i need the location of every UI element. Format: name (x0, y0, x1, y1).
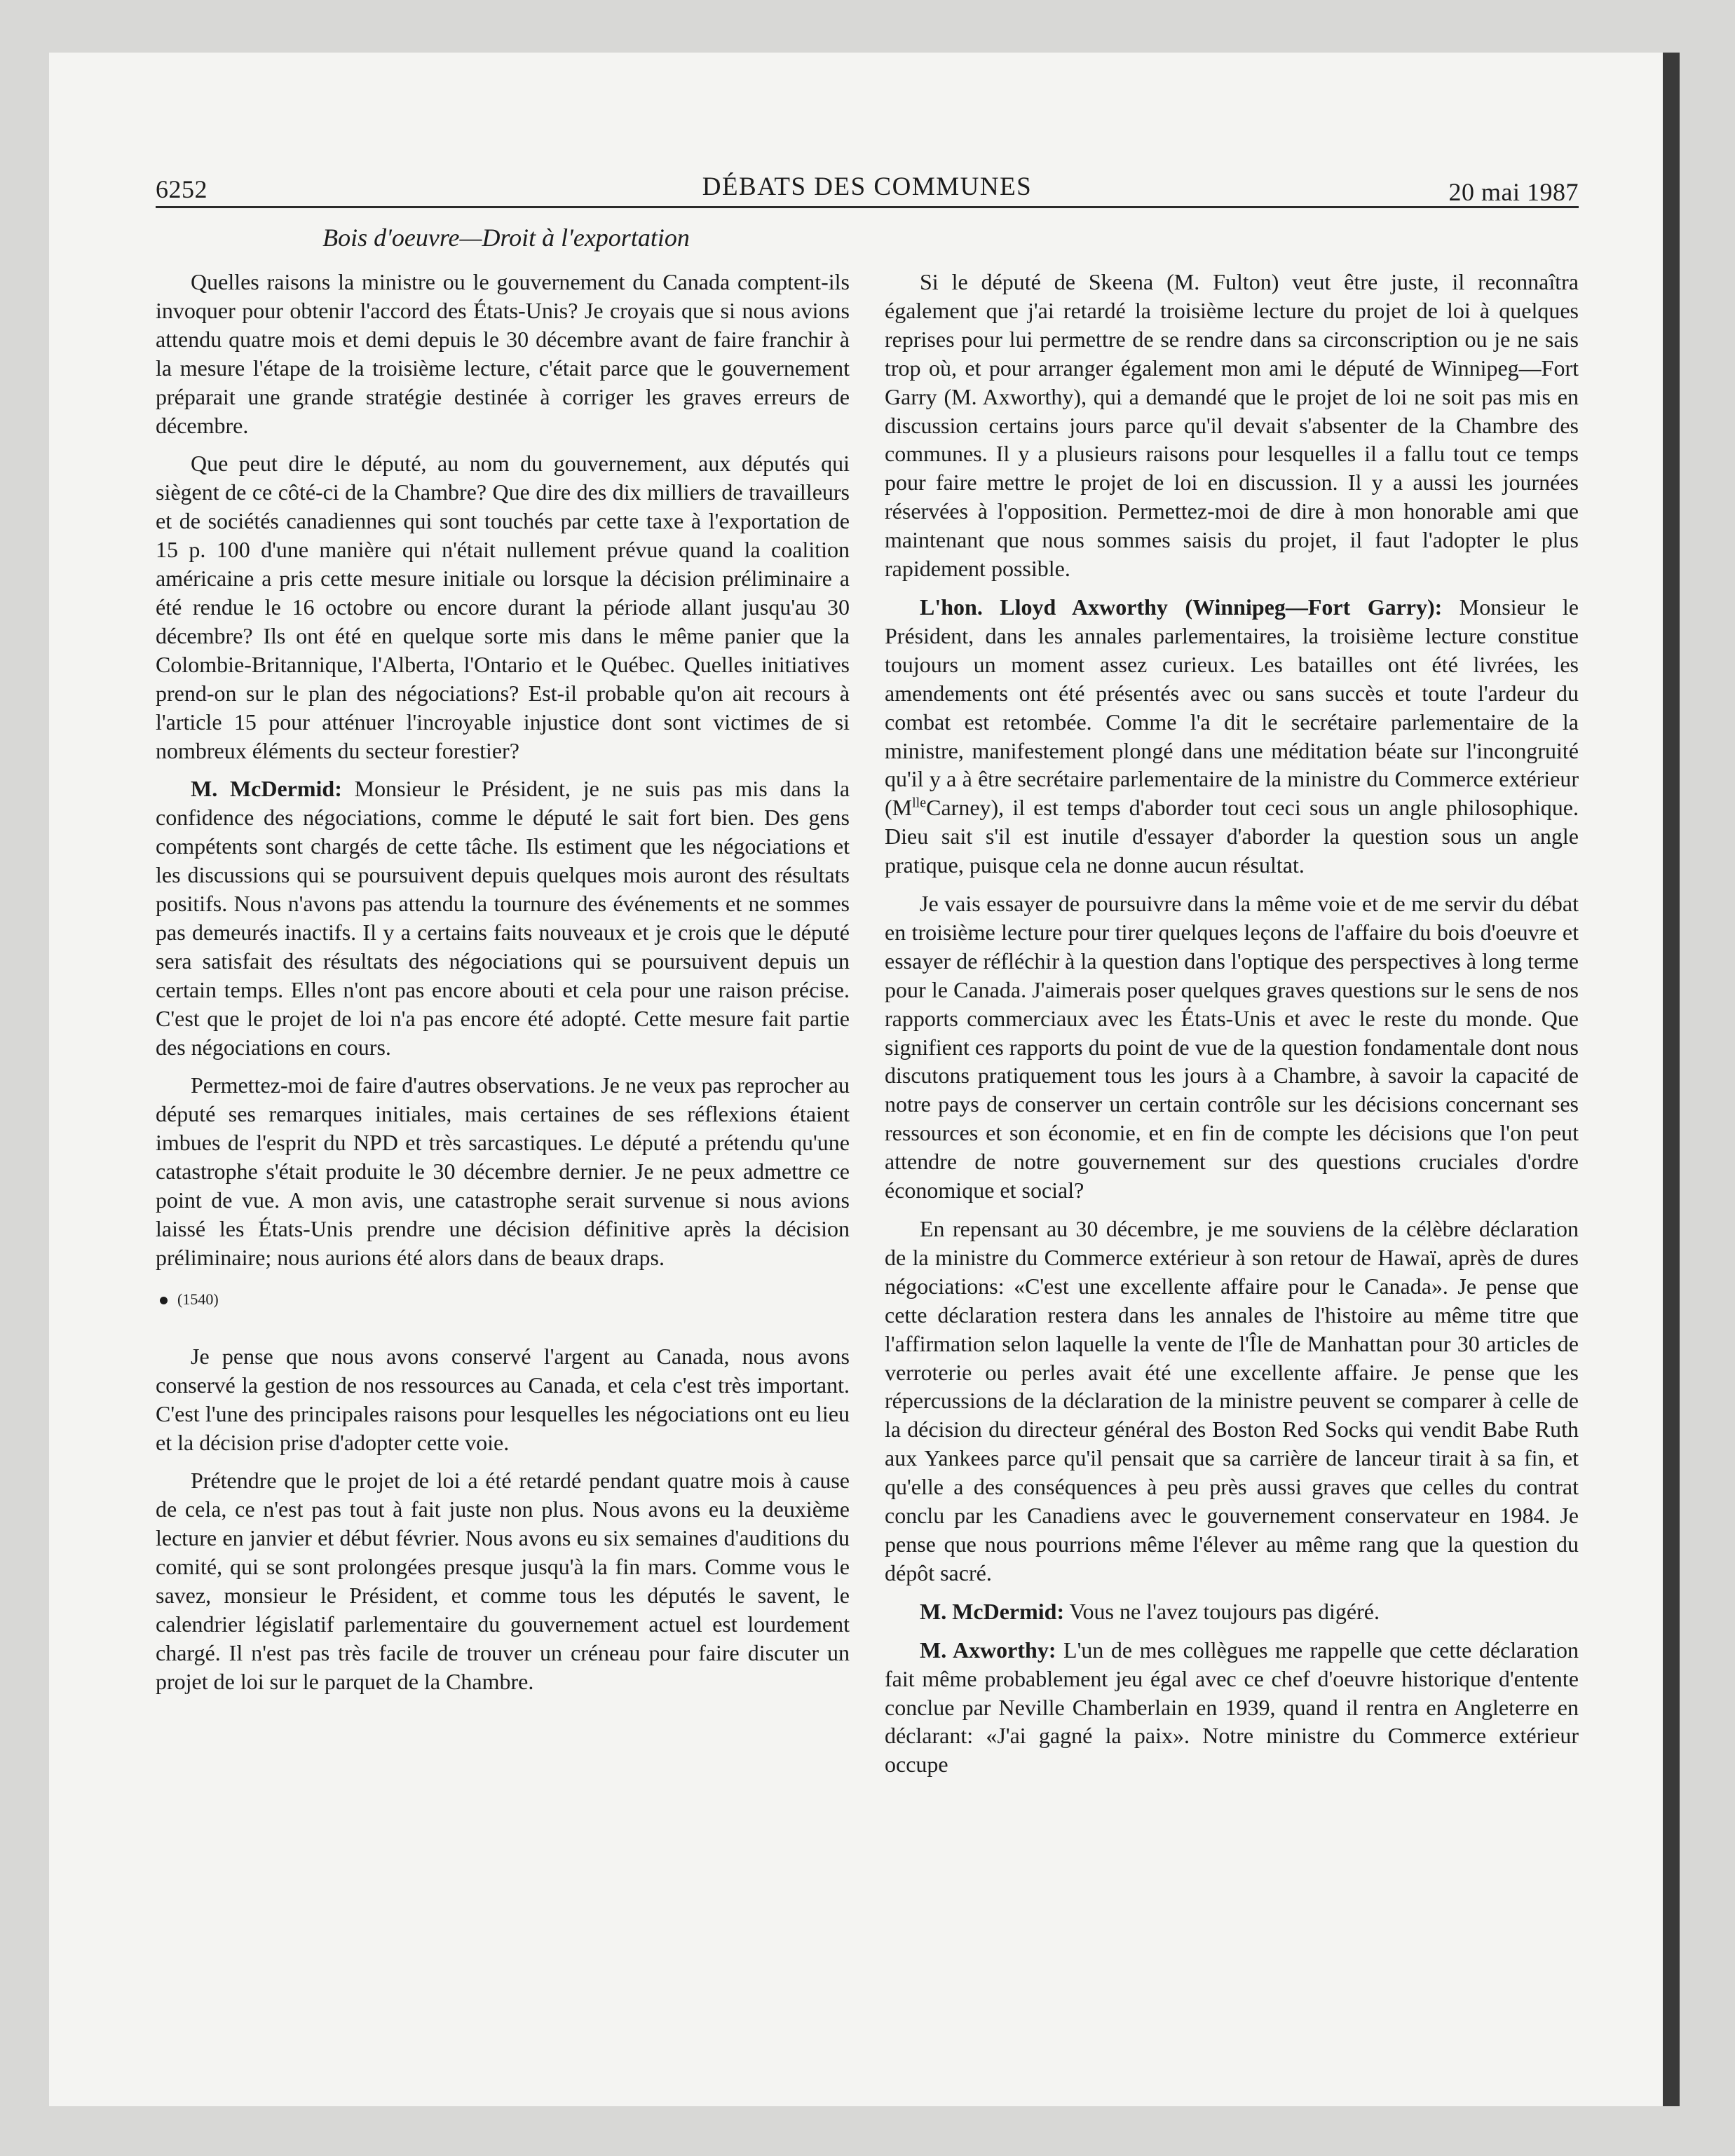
paragraph: Permettez-moi de faire d'autres observations. Je ne veux pas reprocher au député ses remarques initiales, mais certaines de ses réflexions étaient imbues de l'esprit du NPD et très sarcastiques. Le député a prétendu qu'une catastrophe s'était produite le 30 décembre dernier. Je ne peux admettre ce point de vue. A mon avis, une catastrophe serait survenue si nous avions laissé les États-Unis prendre une décision définitive après la décision préliminaire; nous aurions été alors dans de beaux draps. (156, 1072, 850, 1270)
page-header (156, 172, 1579, 205)
speech-text: L'un de mes collègues me rappelle que cette déclaration fait même probablement jeu égal avec ce chef d'oeuvre historique d'entente conclue par Neville Chamberlain en 1939, quand il rentra en Angleterre en déclarant: «J'ai gagné la paix». Notre ministre du Commerce extérieur occupe (885, 1637, 1579, 1778)
paragraph: Si le député de Skeena (M. Fulton) veut être juste, il reconnaîtra également que j'ai retardé la troisième lecture du projet de loi à quelques reprises pour lui permettre de se rendre dans sa circonscription ou je ne sais trop où, et pour arranger également mon ami le député de Winnipeg—Fort Garry (M. Axworthy), qui a demandé que le projet de loi ne soit pas mis en discussion certains jours parce qu'il devait s'absenter de la Chambre des communes. Il y a plusieurs raisons pour lesquelles il a fallu tout ce temps pour faire mettre le projet de loi en discussion. Il y a aussi les journées réservées à l'opposition. Permettez-moi de dire à mon honorable ami que maintenant que nous sommes saisis du projet, il faut l'adopter le plus rapidement possible. (885, 269, 1579, 582)
speech-text: Vous ne l'avez toujours pas digéré. (1069, 1598, 1380, 1624)
speech-text: Monsieur le Président, dans les annales parlementaires, la troisième lecture constitue toujours un moment assez curieux. Les batailles ont été livrées, les amendements ont été présentés avec ou sans succès et toute l'ardeur du combat est retombée. Comme l'a dit le secrétaire parlementaire de la ministre, manifestement plongé dans une méditation béate sur l'incongruité qu'il y a à être secrétaire parlementaire de la ministre du Commerce extérieur (M (885, 594, 1579, 821)
speaker-name: M. Axworthy: (920, 1637, 1056, 1663)
header-rule (156, 206, 1579, 208)
time-marker (156, 1289, 850, 1310)
paragraph: Que peut dire le député, au nom du gouvernement, aux députés qui siègent de ce côté-ci de la Chambre? Que dire des dix milliers de travailleurs et de sociétés canadiennes qui sont touchés par cette taxe à l'exportation de 15 p. 100 d'une manière qui n'était nullement prévue quand la coalition américaine a pris cette mesure initiale ou lorsque la décision préliminaire a été rendue le 16 octobre ou encore durant la période allant jusqu'au 30 décembre? Ils ont été en quelque sorte mis dans le même panier que la Colombie-Britannique, l'Alberta, l'Ontario et le Québec. Quelles initiatives prend-on sur le plan des négociations? Est-il probable qu'on ait recours à l'article 15 pour atténuer l'incroyable injustice dont sont victimes de si nombreux éléments du secteur forestier? (156, 451, 850, 763)
speech-text: Carney), il est temps d'aborder tout ceci sous un angle philosophique. Dieu sait s'il est inutile d'essayer d'aborder la question sous un angle pratique, puisque cela ne donne aucun résultat. (885, 795, 1579, 878)
paragraph: Prétendre que le projet de loi a été retardé pendant quatre mois à cause de cela, ce n'est pas tout à fait juste non plus. Nous avons eu la deuxième lecture en janvier et début février. Nous avons eu six semaines d'auditions du comité, qui se sont prolongées presque jusqu'à la fin mars. Comme vous le savez, monsieur le Président, et comme tous les députés le savent, le calendrier législatif parlementaire du gouvernement actuel est lourdement chargé. Il n'est pas très facile de trouver un créneau pour faire discuter un projet de loi sur le parquet de la Chambre. (156, 1468, 850, 1694)
bullet-icon (160, 1297, 168, 1304)
speech-paragraph (885, 593, 1579, 880)
page-number: 6252 (156, 175, 207, 203)
paragraph: Je pense que nous avons conservé l'argent au Canada, nous avons conservé la gestion de nos ressources au Canada, et cela c'est très important. C'est l'une des principales raisons pour lesquelles les négociations ont eu lieu et la décision prise d'adopter cette voie. (156, 1343, 850, 1455)
speech-paragraph (885, 1636, 1579, 1780)
left-column (156, 268, 850, 1706)
superscript: lle (912, 795, 927, 811)
paragraph: Je vais essayer de poursuivre dans la même voie et de me servir du débat en troisième lecture pour tirer quelques leçons de l'affaire du bois d'oeuvre et essayer de réfléchir à la question dans l'optique des perspectives à long terme pour le Canada. J'aimerais poser quelques graves questions sur le sens de nos rapports commerciaux avec les États-Unis et avec le reste du monde. Que signifient ces rapports du point de vue de la question fondamentale dont nous discutons pratiquement tous les jours à a Chambre, à savoir la capacité de notre pays de conserver un certain contrôle sur les décisions concernant ses ressources et son économie, et en fin de compte les décisions que l'on peut attendre de notre gouvernement sur des questions cruciales d'ordre économique et social? (885, 891, 1579, 1203)
speaker-name: L'hon. Lloyd Axworthy (Winnipeg—Fort Garry): (920, 594, 1443, 620)
time-marker-label: (1540) (177, 1290, 219, 1308)
publication-title: DÉBATS DES COMMUNES (702, 172, 1033, 201)
speech-paragraph (885, 1597, 1579, 1626)
paragraph: En repensant au 30 décembre, je me souviens de la célèbre déclaration de la ministre du Commerce extérieur à son retour de Hawaï, après de dures négociations: «C'est une excellente affaire pour le Canada». Je pense que cette déclaration restera dans les annales de l'histoire au même titre que l'affirmation selon laquelle la vente de l'Île de Manhattan pour 30 articles de verroterie ou perles avait été une excellente affaire. Je pense que les répercussions de la déclaration de la ministre peuvent se comparer à celle de la décision du directeur général des Boston Red Socks qui vendit Babe Ruth aux Yankees parce qu'il pensait que sa carrière de lanceur tirait à sa fin, et qu'elle a des conséquences à peu près aussi graves que celles du contrat conclu par les Canadiens avec le gouvernement conservateur en 1984. Je pense que nous pourrions même l'élever au même rang que la question du dépôt sacré. (885, 1216, 1579, 1585)
scan-edge-bar (1663, 53, 1680, 2106)
paragraph: Quelles raisons la ministre ou le gouvernement du Canada comptent-ils invoquer pour obtenir l'accord des États-Unis? Je croyais que si nous avions attendu quatre mois et demi depuis le 30 décembre avant de faire franchir à la mesure l'étape de la troisième lecture, c'était parce que le gouvernement préparait une grande stratégie destinée à corriger les graves erreurs de décembre. (156, 269, 850, 438)
page-date: 20 mai 1987 (1448, 178, 1579, 206)
right-column (885, 268, 1579, 1789)
speech-text: Monsieur le Président, je ne suis pas mis dans la confidence des négociations, comme le député le sait fort bien. Des gens compétents sont chargés de cette tâche. Ils estiment que les négociations et les discussions qui se poursuivent depuis quelques mois auront des résultats positifs. Nous n'avons pas attendu la tournure des événements et ne sommes pas demeurés inactifs. Il y a certains faits nouveaux et je crois que le député sera satisfait des résultats des négociations qui se poursuivent depuis un certain temps. Elles n'ont pas encore abouti et cela pour une raison précise. C'est que le projet de loi n'a pas encore été adopté. Cette mesure fait partie des négociations en cours. (156, 776, 850, 1060)
speaker-name: M. McDermid: (920, 1598, 1065, 1624)
section-subheading: Bois d'oeuvre—Droit à l'exportation (322, 224, 690, 252)
speech-paragraph (156, 775, 850, 1061)
speaker-name: M. McDermid: (191, 776, 342, 802)
